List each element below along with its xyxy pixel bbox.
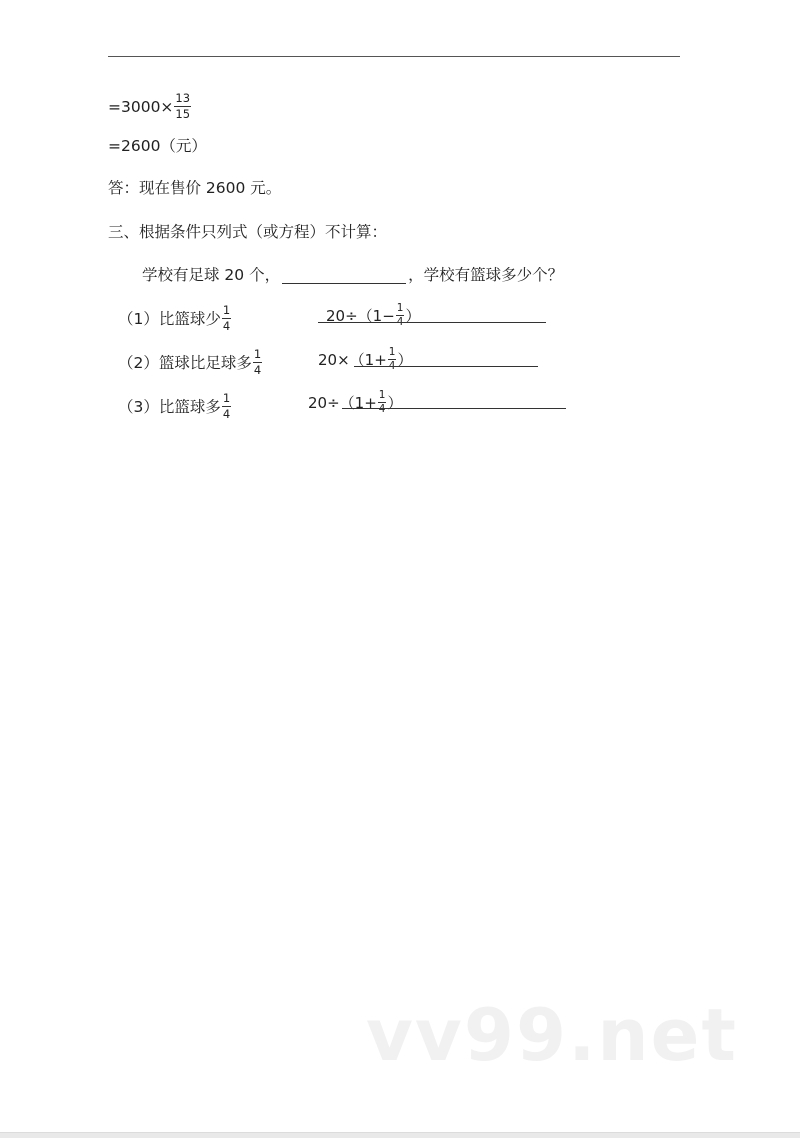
fraction-numerator: 13	[175, 91, 191, 105]
solution-line-1	[108, 92, 192, 121]
item-3-answer-underline	[342, 408, 566, 409]
item-3-answer	[308, 390, 402, 415]
watermark: vv99.net	[366, 993, 738, 1077]
item-3-answer-prefix: 20÷（1+	[308, 393, 377, 412]
fraction-numerator: 1	[388, 346, 396, 358]
item-2-label-row	[118, 348, 263, 377]
header-rule	[108, 56, 680, 57]
item-3-answer-fraction	[378, 390, 387, 415]
prompt-left: 学校有足球 20 个，	[142, 266, 281, 284]
item-1-label: （1）比篮球少	[118, 309, 221, 328]
solution-line-2: =2600（元）	[108, 137, 207, 155]
section-heading: 三、根据条件只列式（或方程）不计算：	[108, 223, 388, 241]
item-1-answer-underline	[318, 322, 546, 323]
item-1-label-row	[118, 304, 232, 333]
item-2-answer-prefix: 20×（1+	[318, 350, 387, 369]
item-1-answer-suffix: ）	[405, 306, 421, 325]
solution-line-1-text: =3000×	[108, 97, 174, 116]
item-2-answer-underline	[354, 366, 538, 367]
solution-answer: 答：现在售价 2600 元。	[108, 179, 282, 197]
fraction-13-15	[174, 92, 191, 121]
item-3-answer-suffix: ）	[387, 393, 403, 412]
item-3-label: （3）比篮球多	[118, 397, 221, 416]
item-1-answer-prefix: 20÷（1−	[326, 306, 395, 325]
fraction-denominator: 4	[378, 403, 386, 415]
problem-prompt	[142, 265, 563, 285]
fraction-numerator: 1	[222, 303, 231, 317]
fraction-numerator: 1	[396, 302, 404, 314]
item-2-label: （2）篮球比足球多	[118, 353, 252, 372]
prompt-right: ，学校有篮球多少个？	[408, 266, 564, 284]
blank-underline-slot	[280, 265, 408, 285]
item-3-fraction	[222, 392, 231, 421]
fraction-numerator: 1	[253, 347, 262, 361]
blank-underline	[282, 283, 406, 284]
fraction-denominator: 4	[388, 360, 396, 372]
fraction-denominator: 4	[396, 316, 404, 328]
item-2-answer-fraction	[388, 347, 397, 372]
item-2-answer-suffix: ）	[397, 350, 413, 369]
item-1-answer-fraction	[396, 303, 405, 328]
item-2-answer	[318, 347, 412, 372]
fraction-denominator: 4	[222, 407, 231, 421]
fraction-denominator: 15	[175, 107, 191, 121]
fraction-numerator: 1	[378, 389, 386, 401]
item-3-label-row	[118, 392, 232, 421]
fraction-denominator: 4	[253, 363, 262, 377]
fraction-denominator: 4	[222, 319, 231, 333]
item-1-fraction	[222, 304, 231, 333]
page-bottom-edge	[0, 1132, 800, 1138]
item-1-answer	[326, 303, 420, 328]
fraction-numerator: 1	[222, 391, 231, 405]
item-2-fraction	[253, 348, 262, 377]
